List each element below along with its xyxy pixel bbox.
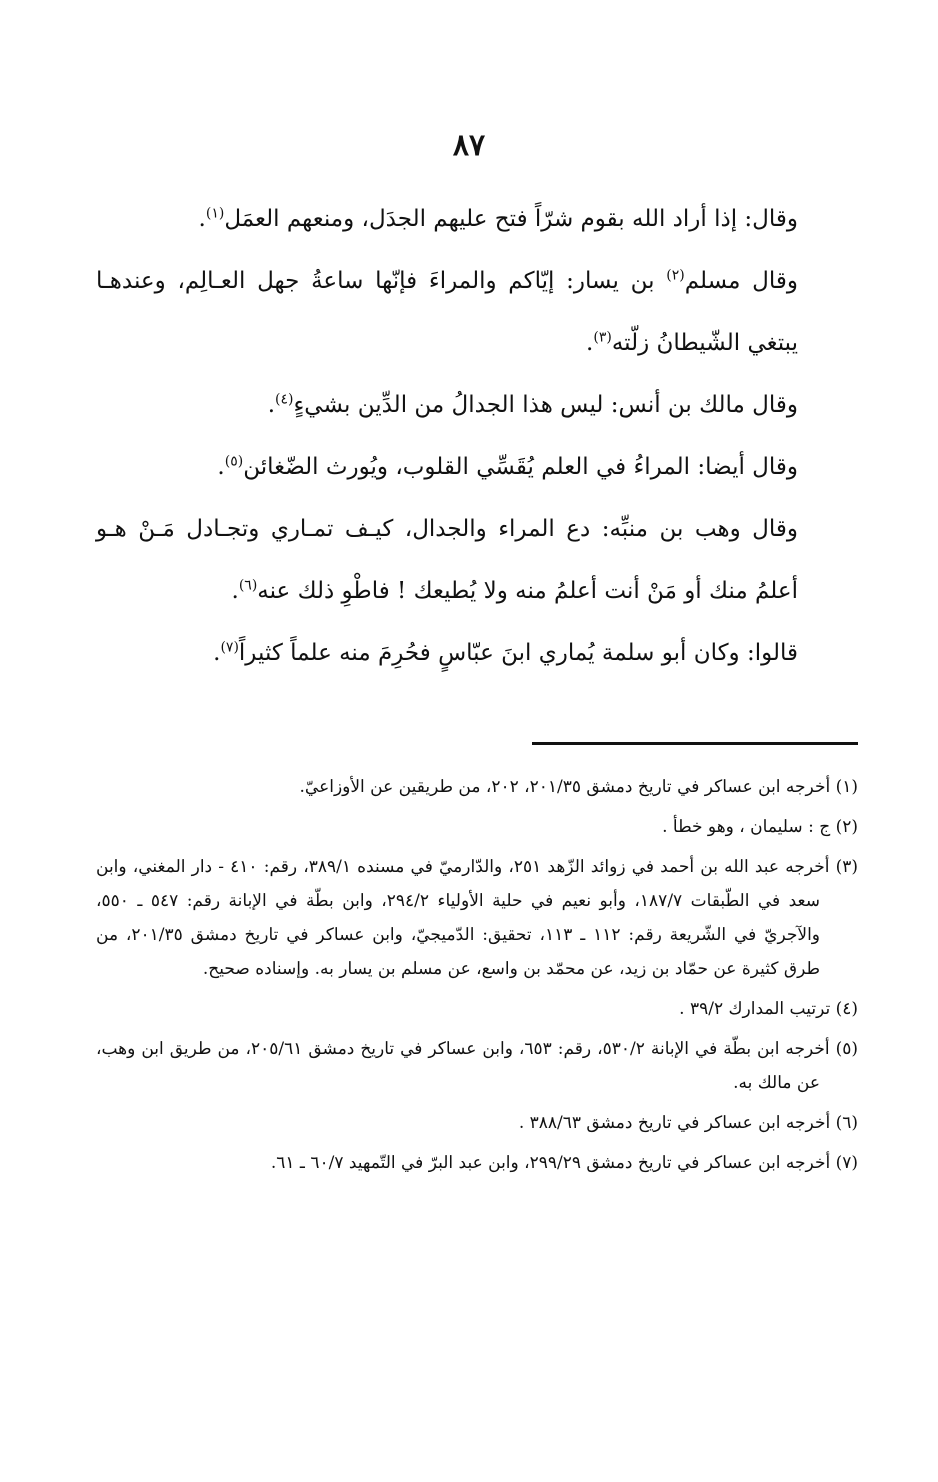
- footnote-3: (٣) أخرجه عبد الله بن أحمد في زوائد الزّهد ٢٥١، والدّارميّ في مسنده ٣٨٩/١، رقم: ٤١٠ - دار المغني، وابن سعد في الطّبقات ١٨٧/٧، وأبو نعيم في حلية الأولياء ٢٩٤/٢، وابن بطّة في الإبانة رقم: ٥٤٧ ـ ٥٥٠، والآجريّ في الشّريعة رقم: ١١٢ ـ ١١٣، تحقيق: الدّميجيّ، وابن عساكر في تاريخ دمشق ٢٠١/٣٥، من طرق كثيرة عن حمّاد بن زيد، عن محمّد بن واسع، عن مسلم بن يسار به. وإسناده صحيح.: [96, 857, 859, 979]
- footnote-5: (٥) أخرجه ابن بطّة في الإبانة ٥٣٠/٢، رقم: ٦٥٣، وابن عساكر في تاريخ دمشق ٢٠٥/٦١، من طريق ابن وهب، عن مالك به.: [96, 1039, 858, 1093]
- page-number: ٨٧: [452, 128, 486, 163]
- footnote-ref-2: (٢): [666, 267, 685, 284]
- paragraph-4: وقال أيضا: المراءُ في العلم يُقَسِّي القلوب، ويُورث الضّغائن$^{(٥)}$.: [217, 453, 798, 480]
- paragraph-5: وقال وهب بن منبِّه: دع المراء والجدال، كيـف تمـاري وتجـادل مَـنْ هـو أعلمُ منك أو مَنْ أنت أعلمُ منه ولا يُطيعك ! فاطْوِ ذلك عنه$^{(٦)}$.: [96, 516, 798, 604]
- paragraph-3: وقال مالك بن أنس: ليس هذا الجدالُ من الدِّين بشيءٍ$^{(٤)}$.: [267, 391, 798, 418]
- footnote-separator: [532, 742, 858, 745]
- footnote-ref-5: (٥): [224, 453, 244, 470]
- footnote-ref-7: (٧): [220, 639, 239, 656]
- footnote-6: (٦) أخرجه ابن عساكر في تاريخ دمشق ٣٨٨/٦٣ .: [518, 1113, 858, 1133]
- footnote-1: (١) أخرجه ابن عساكر في تاريخ دمشق ٢٠١/٣٥، ٢٠٢، من طريقين عن الأوزاعيّ.: [299, 777, 858, 797]
- footnote-4: (٤) ترتيب المدارك ٣٩/٢ .: [679, 999, 858, 1019]
- footnote-ref-4: (٤): [275, 391, 294, 408]
- footnote-ref-6: (٦): [238, 577, 258, 594]
- footnote-2: (٢) ج : سليمان ، وهو خطأ .: [662, 817, 858, 837]
- paragraph-6: قالوا: وكان أبو سلمة يُماري ابنَ عبّاسٍ فحُرِمَ منه علماً كثيراً$^{(٧)}$.: [213, 639, 798, 666]
- footnote-7: (٧) أخرجه ابن عساكر في تاريخ دمشق ٢٩٩/٢٩، وابن عبد البرّ في التّمهيد ٦٠/٧ ـ ٦١.: [270, 1153, 858, 1173]
- main-text: [96, 188, 858, 684]
- footnotes: [96, 770, 858, 1186]
- footnote-ref-1: (١): [205, 205, 225, 222]
- paragraph-1: وقال: إذا أراد الله بقوم شرّاً فتح عليهم الجدَل، ومنعهم العمَل$^{(١)}$.: [198, 205, 798, 232]
- footnote-ref-3: (٣): [593, 329, 612, 346]
- paragraph-2: وقال مسلم$^{(٢)}$ بن يسار: إيّاكم والمراءَ فإنّها ساعةُ جهل العـالِم، وعندهـا يبتغي الشّيطانُ زلّته$^{(٣)}$.: [96, 267, 799, 356]
